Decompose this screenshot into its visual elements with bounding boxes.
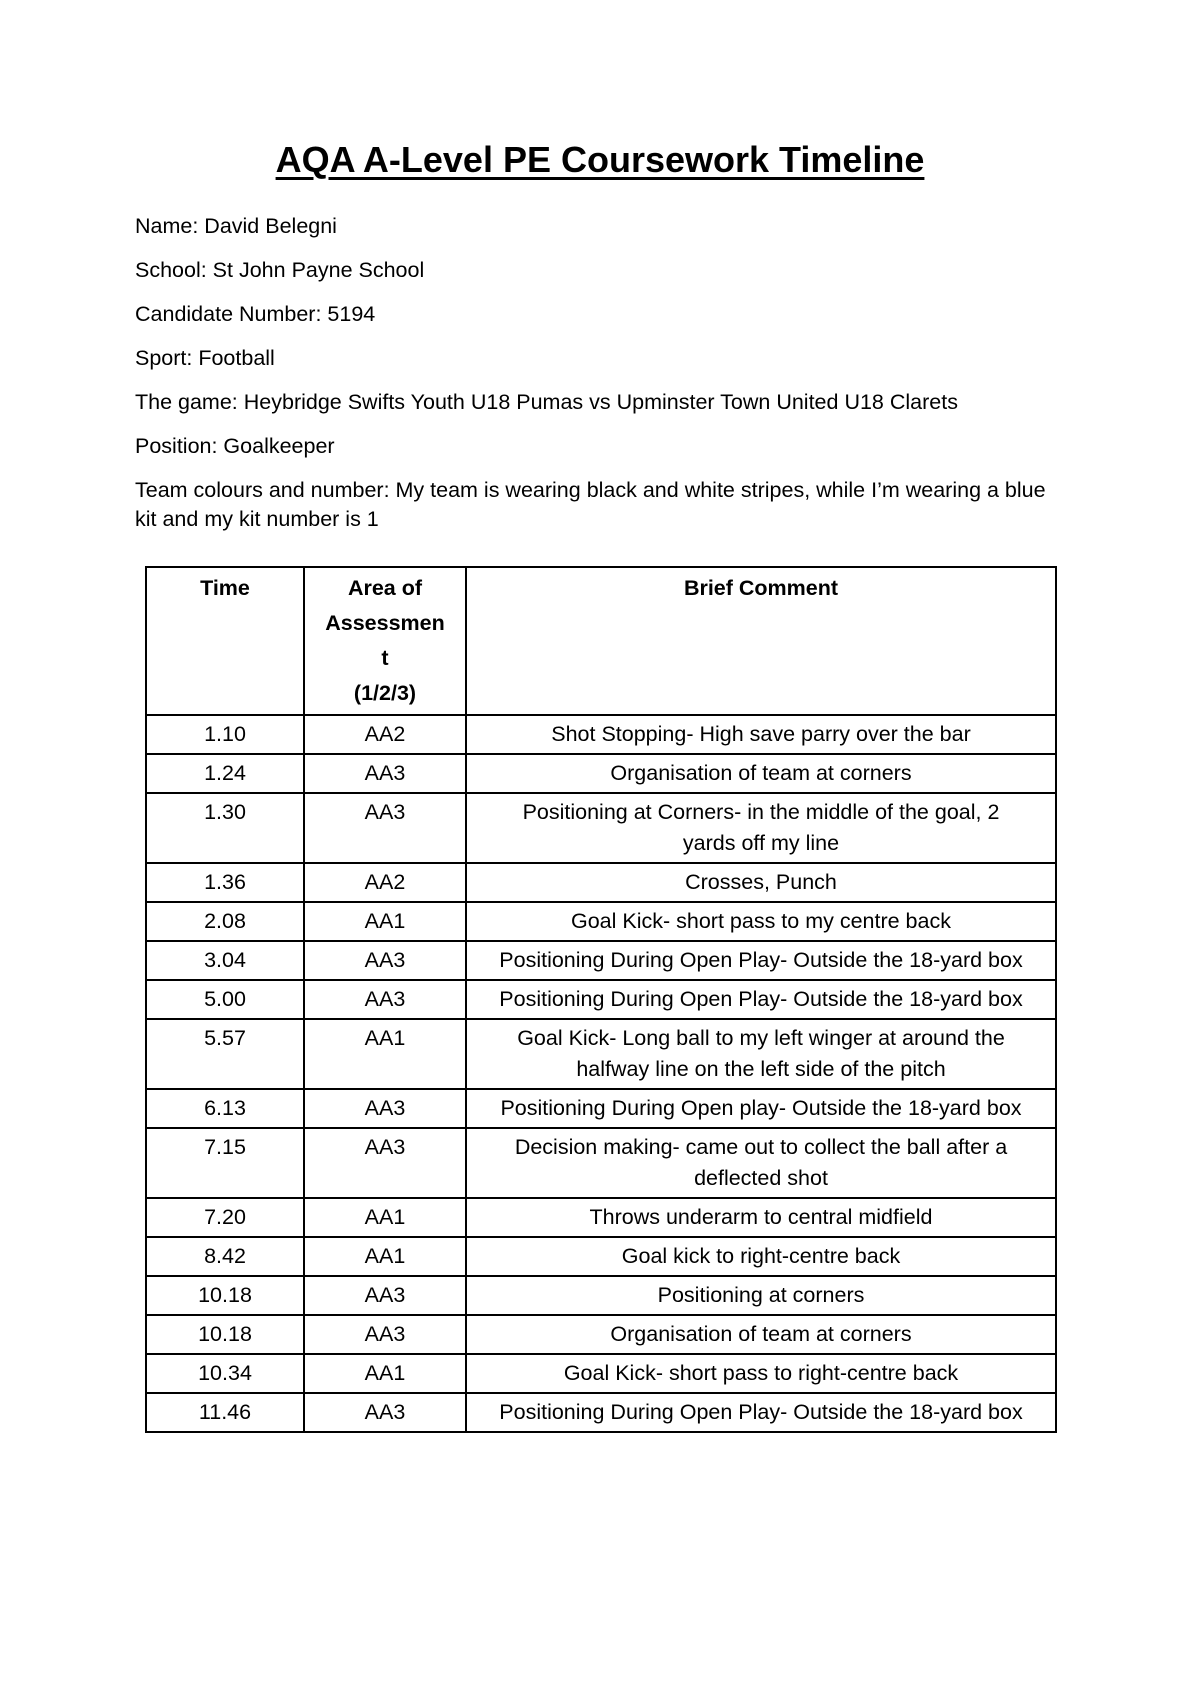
time-cell: 7.15 [146,1128,304,1198]
time-cell: 10.18 [146,1315,304,1354]
header-time: Time [146,567,304,715]
area-cell: AA1 [304,1237,466,1276]
meta-team-colours: Team colours and number: My team is wearing black and white stripes, while I’m wearing a blue kit and my kit number is 1 [135,478,1046,531]
table-row [146,1354,1056,1393]
page-title: AQA A-Level PE Coursework Timeline [275,139,925,180]
header-area-line: t [381,646,389,670]
header-area-of-assessment [304,567,466,715]
meta-position: Position: Goalkeeper [135,434,335,458]
time-cell: 1.10 [146,715,304,754]
area-cell: AA1 [304,1198,466,1237]
time-cell: 1.30 [146,793,304,863]
time-cell: 11.46 [146,1393,304,1432]
area-cell: AA3 [304,1276,466,1315]
header-area-line: Assessmen [325,611,445,635]
area-cell: AA3 [304,1393,466,1432]
time-cell: 5.00 [146,980,304,1019]
header-area-line: (1/2/3) [353,681,417,705]
area-cell: AA3 [304,1089,466,1128]
table-row [146,980,1056,1019]
meta-name: Name: David Belegni [135,214,337,238]
meta-school: School: St John Payne School [135,258,425,282]
table-row [146,941,1056,980]
time-cell: 6.13 [146,1089,304,1128]
table-row [146,1276,1056,1315]
comment-cell: Shot Stopping- High save parry over the bar [466,715,1056,754]
comment-cell: Positioning at corners [466,1276,1056,1315]
area-cell: AA1 [304,902,466,941]
header-brief-comment: Brief Comment [466,567,1056,715]
area-cell: AA2 [304,715,466,754]
timeline-table [145,566,1057,1433]
area-cell: AA3 [304,793,466,863]
area-cell: AA3 [304,1128,466,1198]
comment-cell: Organisation of team at corners [466,754,1056,793]
comment-cell: Throws underarm to central midfield [466,1198,1056,1237]
time-cell: 1.36 [146,863,304,902]
area-cell: AA1 [304,1019,466,1089]
comment-cell: Positioning During Open play- Outside the 18-yard box [466,1089,1056,1128]
time-cell: 10.18 [146,1276,304,1315]
area-cell: AA3 [304,1315,466,1354]
comment-cell: Positioning at Corners- in the middle of the goal, 2 yards off my line [466,793,1056,863]
area-cell: AA3 [304,941,466,980]
time-cell: 1.24 [146,754,304,793]
comment-cell: Goal kick to right-centre back [466,1237,1056,1276]
comment-cell: Positioning During Open Play- Outside the 18-yard box [466,980,1056,1019]
table-row [146,1089,1056,1128]
table-row [146,902,1056,941]
table-row [146,1237,1056,1276]
time-cell: 5.57 [146,1019,304,1089]
table-row [146,1019,1056,1089]
comment-cell: Crosses, Punch [466,863,1056,902]
comment-cell: Goal Kick- Long ball to my left winger at around the halfway line on the left side of the pitch [466,1019,1056,1089]
time-cell: 10.34 [146,1354,304,1393]
table-row [146,1393,1056,1432]
area-cell: AA1 [304,1354,466,1393]
time-cell: 8.42 [146,1237,304,1276]
meta-game: The game: Heybridge Swifts Youth U18 Pumas vs Upminster Town United U18 Clarets [135,390,958,414]
time-cell: 7.20 [146,1198,304,1237]
time-cell: 2.08 [146,902,304,941]
header-area-line: Area of [347,576,423,600]
table-row [146,754,1056,793]
area-cell: AA2 [304,863,466,902]
meta-candidate-number: Candidate Number: 5194 [135,302,376,326]
table-row [146,793,1056,863]
comment-cell: Goal Kick- short pass to my centre back [466,902,1056,941]
table-row [146,1315,1056,1354]
meta-sport: Sport: Football [135,346,275,370]
table-row [146,863,1056,902]
table-row [146,1128,1056,1198]
comment-cell: Goal Kick- short pass to right-centre back [466,1354,1056,1393]
table-row [146,1198,1056,1237]
comment-cell: Decision making- came out to collect the ball after a deflected shot [466,1128,1056,1198]
comment-cell: Positioning During Open Play- Outside the 18-yard box [466,1393,1056,1432]
table-header-row [146,567,1056,715]
comment-cell: Positioning During Open Play- Outside the 18-yard box [466,941,1056,980]
table-row [146,715,1056,754]
comment-cell: Organisation of team at corners [466,1315,1056,1354]
area-cell: AA3 [304,754,466,793]
area-cell: AA3 [304,980,466,1019]
time-cell: 3.04 [146,941,304,980]
